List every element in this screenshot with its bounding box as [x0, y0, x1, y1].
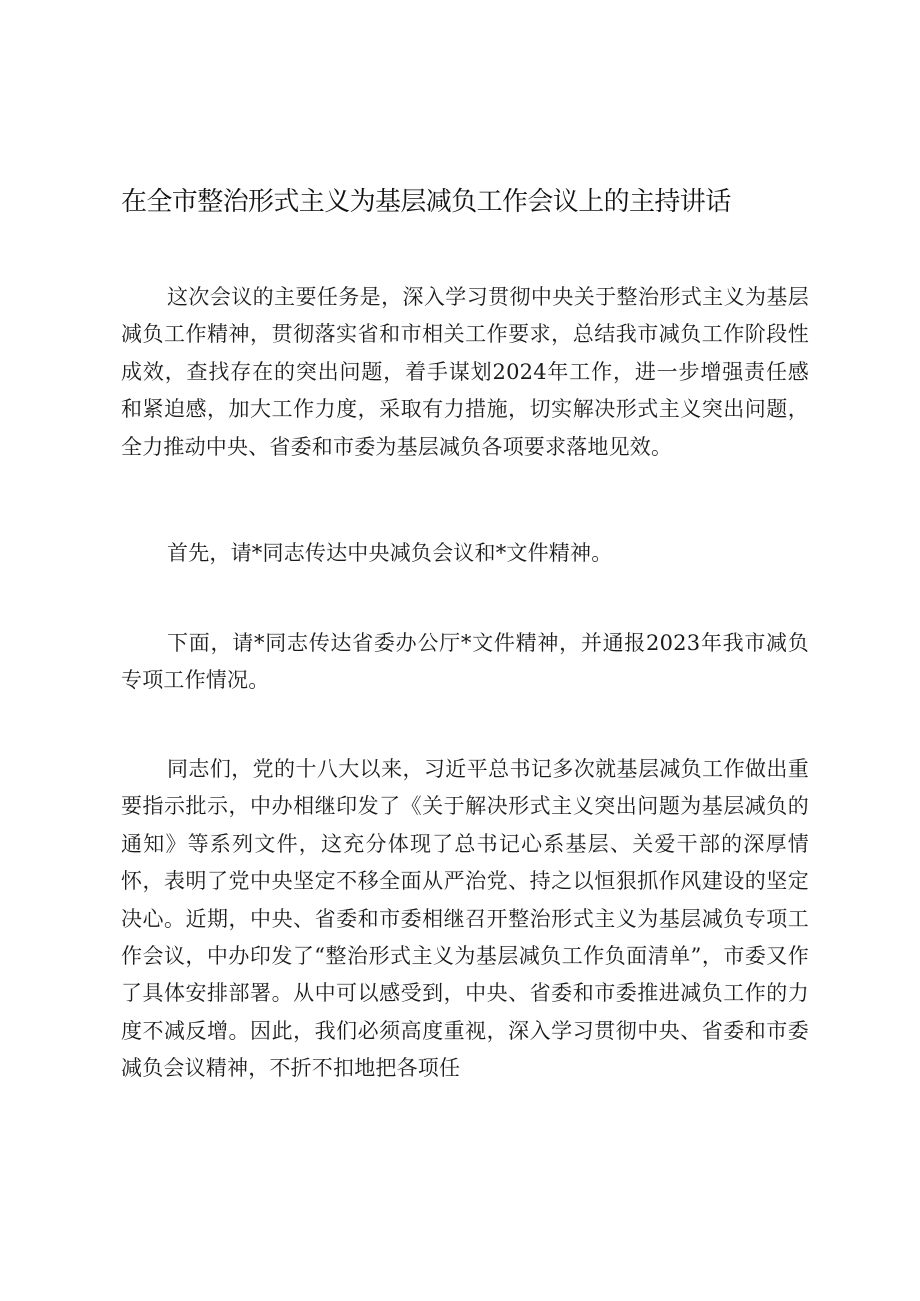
paragraph-comrades-speech: 同志们，党的十八大以来，习近平总书记多次就基层减负工作做出重要指示批示，中办相继印发了《关于解决形式主义突出问题为基层减负的通知》等系列文件，这充分体现了总书记心系基层、关爱干部的深厚情怀，表明了党中央坚定不移全面从严治党、持之以恒狠抓作风建设的坚定决心。近期，中央、省委和市委相继召开整治形式主义为基层减负专项工作会议，中办印发了“整治形式主义为基层减负工作负面清单”，市委又作了具体安排部署。从中可以感受到，中央、省委和市委推进减负工作的力度不减反增。因此，我们必须高度重视，深入学习贯彻中央、省委和市委减负会议精神，不折不扣地把各项任 [121, 757, 809, 1081]
document-title: 在全市整治形式主义为基层减负工作会议上的主持讲话 [121, 187, 731, 217]
paragraph-second-agenda: 下面，请*同志传达省委办公厅*文件精神，并通报2023年我市减负专项工作情况。 [121, 631, 809, 693]
paragraph-first-agenda: 首先，请*同志传达中央减负会议和*文件精神。 [167, 541, 613, 565]
paragraph-meeting-tasks: 这次会议的主要任务是，深入学习贯彻中央关于整治形式主义为基层减负工作精神，贯彻落实省和市相关工作要求，总结我市减负工作阶段性成效，查找存在的突出问题，着手谋划2024年工作，进一步增强责任感和紧迫感，加大工作力度，采取有力措施，切实解决形式主义突出问题，全力推动中央、省委和市委为基层减负各项要求落地见效。 [121, 285, 809, 459]
